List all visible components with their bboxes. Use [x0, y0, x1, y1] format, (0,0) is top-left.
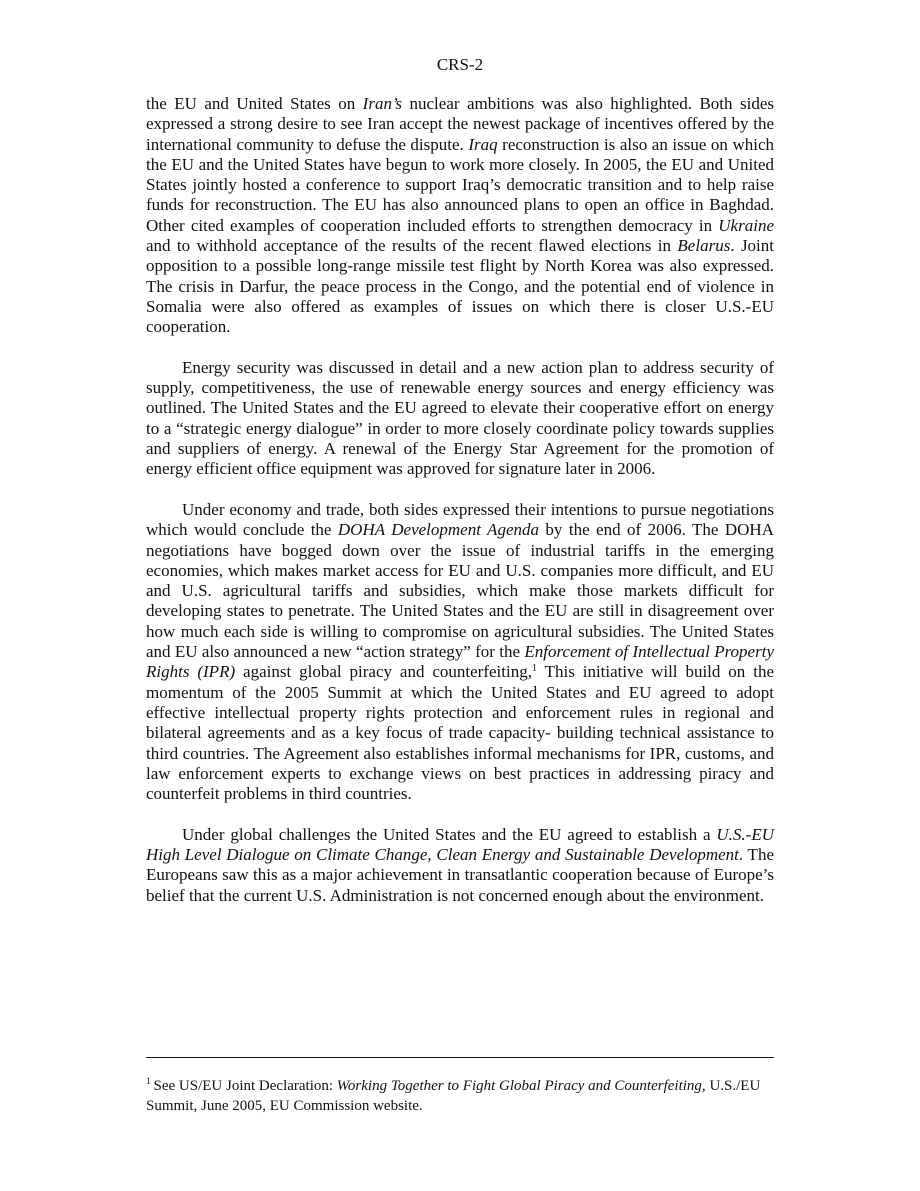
- italic-text: Iran’s: [362, 94, 403, 113]
- text-run: Energy security was discussed in detail and a new action plan to address security of supply, competitiveness, the use of renewable energy sources and energy efficiency was outlined. The United States and the EU agreed to elevate their cooperative effort on energy to a “strategic energy dialogue” in order to more closely coordinate policy towards supplies and suppliers of energy. A renewal of the Energy Star Agreement for the promotion of energy efficient office equipment was approved for signature later in 2006.: [146, 357, 774, 479]
- italic-text: Ukraine: [718, 215, 774, 235]
- body-text: [146, 94, 774, 906]
- text-run: reconstruction is also an issue on which the EU and the United States have begun to work more closely. In 2005, the EU and United States jointly hosted a conference to support Iraq’s democratic transition and to help raise funds for reconstruction. The EU has also announced plans to open an office in Baghdad. Other cited examples of cooperation included efforts to strengthen democracy in: [146, 134, 774, 235]
- text-run: Under economy and trade, both sides expressed their intentions to pursue negotiations which would conclude the: [146, 499, 774, 540]
- text-run: . The Europeans saw this as a major achievement in transatlantic cooperation because of Europe’s belief that the current U.S. Administration is not concerned enough about the environment.: [146, 844, 774, 905]
- text-run: Under global challenges the United States and the EU agreed to establish a: [182, 824, 717, 844]
- italic-text: Working Together to Fight Global Piracy and Counterfeiting,: [336, 1078, 706, 1094]
- footnote-divider: [146, 1057, 774, 1058]
- text-run: U.S./EU Summit, June 2005, EU Commission website.: [146, 1078, 761, 1114]
- italic-text: DOHA Development Agenda: [337, 520, 539, 540]
- text-run: See US/EU Joint Declaration:: [153, 1078, 337, 1094]
- italic-text: U.S.-EU High Level Dialogue on Climate Change, Clean Energy and Sustainable Development: [146, 824, 774, 864]
- text-run: against global piracy and counterfeiting,: [235, 662, 532, 682]
- text-run: . Joint opposition to a possible long-range missile test flight by North Korea was also expressed. The crisis in Darfur, the peace process in the Congo, and the potential end of violence in Somalia were also offered as examples of issues on which there is closer U.S.-EU cooperation.: [146, 236, 775, 337]
- footnote-text: [146, 1078, 760, 1114]
- footnote: [146, 1076, 774, 1116]
- text-run: This initiative will build on the momentum of the 2005 Summit at which the United States and EU agreed to adopt effective intellectual property rights protection and enforcement rules in regional and bilateral agreements and as a key focus of trade capacity- building technical assistance to third countries. The Agreement also establishes informal mechanisms for IPR, customs, and law enforcement experts to exchange views on best practices in addressing piracy and counterfeit problems in third countries.: [146, 662, 774, 804]
- footnote-reference: 1: [531, 663, 537, 675]
- paragraph: [146, 94, 774, 338]
- italic-text: Enforcement of Intellectual Property Rights (IPR): [146, 642, 774, 682]
- text-run: by the end of 2006. The DOHA negotiations have bogged down over the issue of industrial tariffs in the emerging economies, which makes market access for EU and U.S. companies more difficult, and EU and U.S. agricultural tariffs and subsidies, which make those markets difficult for developing states to penetrate. The United States and the EU are still in disagreement over how much each side is willing to compromise on agricultural subsidies. The United States and EU also announced a new “action strategy” for the: [146, 520, 774, 662]
- paragraph: [146, 358, 774, 480]
- page-number-header: CRS-2: [436, 55, 484, 74]
- text-run: and to withhold acceptance of the results of the recent flawed elections in: [146, 236, 678, 256]
- italic-text: Iraq: [468, 134, 498, 154]
- text-run: the EU and United States on: [146, 94, 363, 113]
- paragraph: [146, 825, 774, 906]
- text-run: nuclear ambitions was also highlighted. Both sides expressed a strong desire to see Iran accept the newest package of incentives offered by the international community to defuse the dispute.: [146, 94, 774, 154]
- paragraph: [146, 500, 774, 804]
- footnote-marker: 1: [146, 1076, 151, 1086]
- italic-text: Belarus: [677, 236, 731, 256]
